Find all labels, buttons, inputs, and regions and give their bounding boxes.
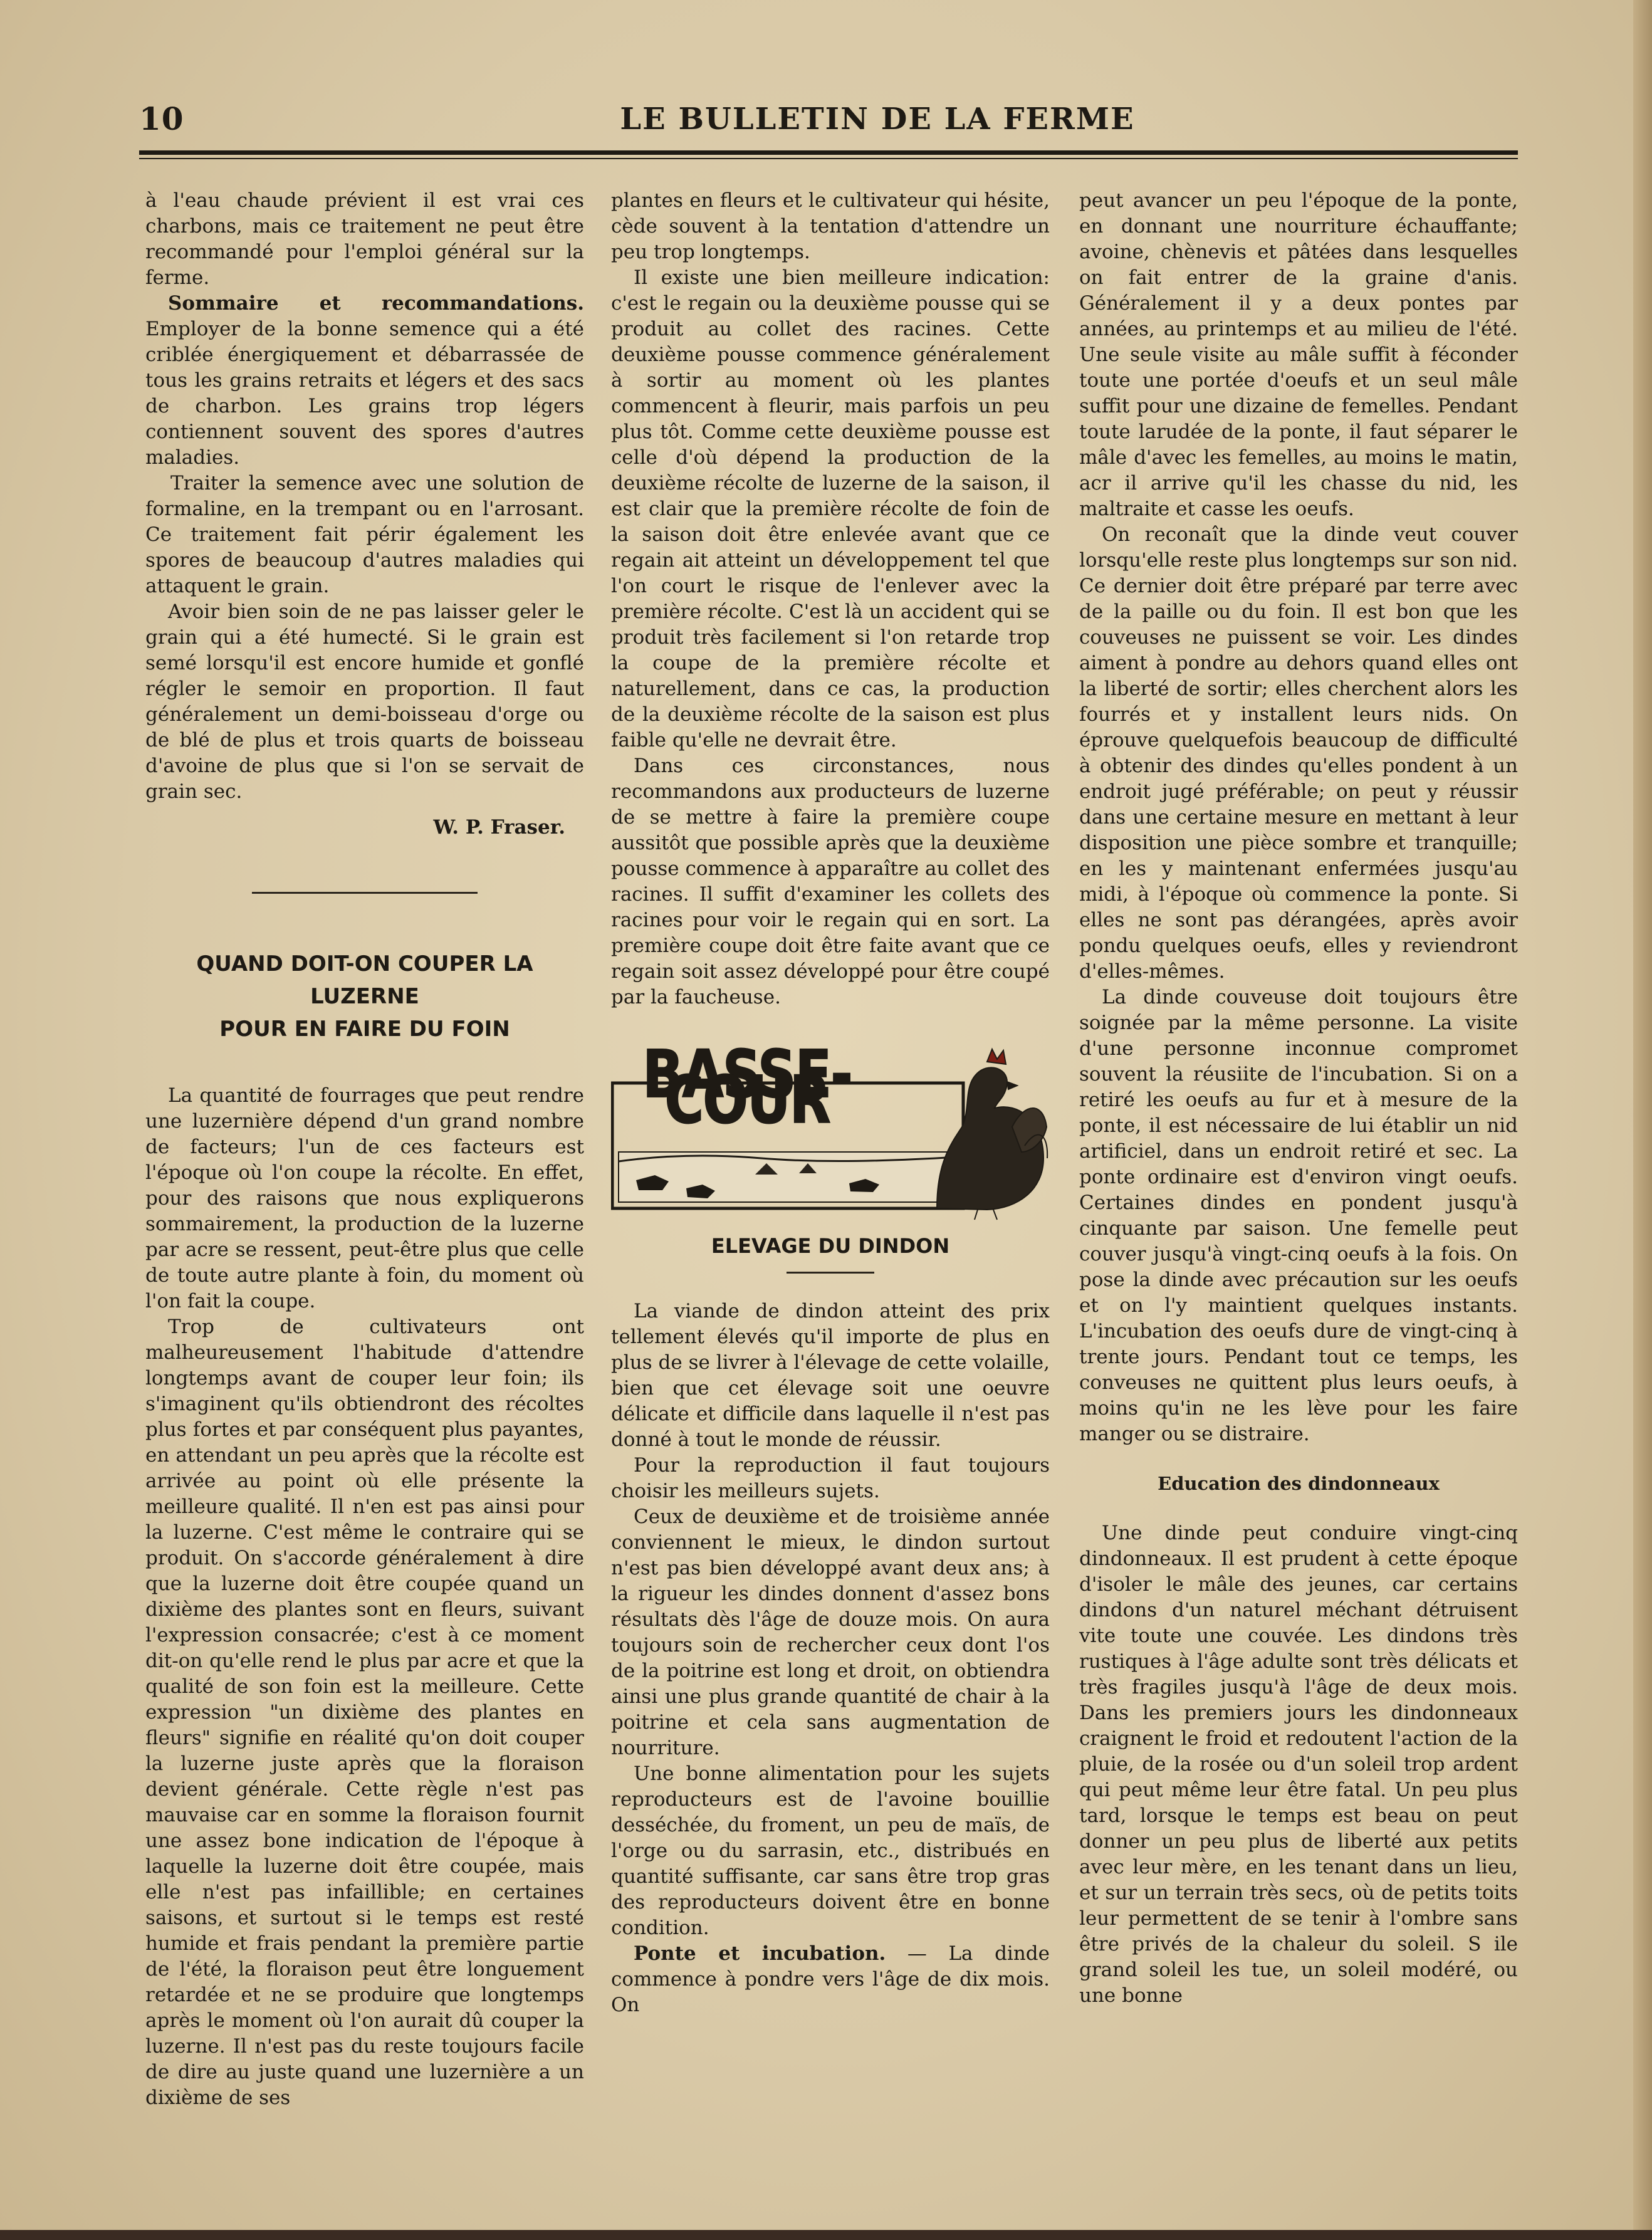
paragraph: Il existe une bien meilleure indication: c'est le regain ou la deuxième pousse qui se produit au collet des racines. Cette deuxième pousse commence généralement à sortir au moment où les plantes commencent à fleurir, mais parfois un peu plus tôt. Comme cette deuxième pousse est celle d'où dépend la production de la deuxième récolte de luzerne de la saison, il est clair que la première récolte de foin de la saison doit être enlevée avant que ce regain ait atteint un développement tel que l'on court le risque de l'enlever avec la première récolte. C'est là un accident qui se produit très facilement si l'on retarde trop la coupe de la première récolte et naturellement, dans ce cas, la production de la deuxième récolte de la saison est plus faible qu'elle ne devrait être. [611,266,1050,751]
article-title-line: POUR EN FAIRE DU FOIN [219,1017,510,1042]
running-title: LE BULLETIN DE LA FERME [620,102,1135,137]
ponte-text: — La dinde commence à pondre vers l'âge de dix mois. On [611,1942,1050,2016]
paragraph: plantes en fleurs et le cultivateur qui hésite, cède souvent à la tentation d'attendre un peu trop longtemps. [611,189,1050,263]
author-signature: W. P. Fraser. [433,816,565,839]
paragraph: Avoir bien soin de ne pas laisser geler le grain qui a été humecté. Si le grain est semé lorsqu'il est encore humide et gonflé régler le semoir en proportion. Il faut généralement un demi-boisseau d'orge ou de blé de plus et trois quarts de boisseau d'avoine de plus que si l'on se servait de grain sec. [145,600,584,803]
paragraph: La dinde couveuse doit toujours être soignée par la même personne. La visite d'une personne inconnue compromet souvent la réusiite de l'incubation. Si on a retiré les oeufs au fur et à mesure de la ponte, il est nécessaire de lui établir un nid artificiel, dans un endroit retiré et sec. La ponte ordinaire est d'environ vingt oeufs. Certaines dindes en pondent jusqu'à cinquante par saison. Une femelle peut couver jusqu'à vingt-cinq oeufs à la fois. On pose la dinde avec précaution sur les oeufs et on l'y maintient quelques instants. L'incubation des oeufs dure de vingt-cinq à trente jours. Pendant tout ce temps, les conveuses ne quittent plus leurs oeufs, à moins qu'in ne les lève pour les faire manger ou se distraire. [1079,986,1518,1445]
paragraph: à l'eau chaude prévient il est vrai ces charbons, mais ce traitement ne peut être recommandé pour l'emploi général sur la ferme. [145,189,584,289]
paragraph: Dans ces circonstances, nous recommandons aux producteurs de luzerne de se mettre à faire la première coupe aussitôt que possible après que la deuxième pousse commence à apparaître au collet des racines. Il suffit d'examiner les collets des racines pour voir le regain qui en sort. La première coupe doit être faite avant que ce regain soit assez développé pour être coupé par la faucheuse. [611,755,1050,1008]
page-edge [1633,0,1652,2240]
article-title-line: QUAND DOIT-ON COUPER LA LUZERNE [196,951,533,1009]
ponte-paragraph [611,1941,1050,2018]
column-1 [145,188,584,2111]
runin-heading: Sommaire et recommandations. [168,292,584,315]
paragraph: Ceux de deuxième et de troisième année conviennent le mieux, le dindon surtout n'est pas bien développé avant deux ans; à la rigueur les dindes donnent d'assez bons résultats dès l'âge de douze mois. On aura toujours soin de rechercher ceux dont l'os de la poitrine est long et droit, on obtiendra ainsi une plus grande quantité de chair à la poitrine et cela sans augmentation de nourriture. [611,1505,1050,1759]
paragraph: Pour la reproduction il faut toujours choisir les meilleurs sujets. [611,1454,1050,1502]
paragraph: La viande de dindon atteint des prix tellement élevés qu'il importe de plus en plus de se livrer à l'élevage de cette volaille, bien que cet élevage soit une oeuvre délicate et difficile dans laquelle il n'est pas donné à tout le monde de réussir. [611,1300,1050,1451]
paragraph: Traiter la semence avec une solution de formaline, en la trempant ou en l'arrosant. Ce traitement fait périr également les spores de beaucoup d'autres maladies qui attaquent le grain. [145,472,584,597]
paragraph: On reconaît que la dinde veut couver lorsqu'elle reste plus longtemps sur son nid. Ce dernier doit être préparé par terre avec de la paille ou du foin. Il est bon que les couveuses ne puissent se voir. Les dindes aiment à pondre au dehors quand elles ont la liberté de sortir; elles cherchent alors les fourrés et y installent leurs nids. On éprouve quelquefois beaucoup de difficulté à obtenir des dindes qu'elles pondent à un endroit jugé préférable; on peut y réussir dans une certaine mesure en mettant à leur disposition une pièce sombre et tranquille; en les y maintenant enfermées jusqu'au midi, à l'époque où commence la ponte. Si elles ne sont pas dérangées, après avoir pondu quelques oeufs, elles y reviendront d'elles-mêmes. [1079,523,1518,983]
summary-paragraph [145,291,584,471]
summary-text: Employer de la bonne semence qui a été criblée énergiquement et débarrassée de tous les grains retraits et légers et des sacs de charbon. Les grains trop légers contiennent souvent des spores d'autres maladies. [145,318,584,469]
article-title [145,948,584,1045]
paragraph: Trop de cultivateurs ont malheureusement l'habitude d'attendre longtemps avant de couper leur foin; ils s'imaginent qu'ils obtiendront des récoltes plus fortes et par conséquent plus payantes, en attendant un peu après que la récolte est arrivée au point où elle présente la meilleure qualité. Il n'en est pas ainsi pour la luzerne. C'est même le contraire qui se produit. On s'accorde généralement à dire que la luzerne doit être coupée quand un dixième des plantes sont en fleurs, suivant l'expression consacrée; c'est à ce moment dit-on qu'elle rend le plus par acre et que la qualité de son foin est la meilleure. Cette expression "un dixième des plantes en fleurs" signifie en réalité qu'on doit couper la luzerne juste après que la floraison devient générale. Cette règle n'est pas mauvaise car en somme la floraison fournit une assez bone indication de l'époque à laquelle la luzerne doit être coupée, mais elle n'est pas infaillible; en certaines saisons, et surtout si le temps est resté humide et frais pendant la première partie de l'été, la floraison peut être longuement retardée et ne se produire que longtemps après le moment où l'on aurait dû couper la luzerne. Il n'est pas du reste toujours facile de dire au juste quand une luzernière a un dixième de ses [145,1316,584,2109]
article-divider [252,892,478,894]
header-rule [139,150,1518,155]
header-rule-thin [139,158,1518,159]
section-divider [787,1272,874,1274]
scan-border [0,2230,1652,2240]
paragraph: Une dinde peut conduire vingt-cinq dindonneaux. Il est prudent à cette époque d'isoler le mâle des jeunes, car certains dindons d'un naturel méchant détruisent vite toute une couvée. Les dindons très rustiques à l'âge adulte sont très délicats et très fragiles jusqu'à l'âge de deux mois. Dans les premiers jours les dindonneaux craignent le froid et redoutent l'action de la pluie, de la rosée ou d'un soleil trop ardent qui peut même leur être fatal. Un peu plus tard, lorsque le temps est beau on peut donner un peu plus de liberté aux petits avec leur mère, en les tenant dans un lieu, et sur un terrain très secs, où de petits toits leur permettent de se tenir à l'ombre sans être privés de la chaleur du soleil. S ile grand soleil les tue, un soleil modéré, ou une bonne [1079,1522,1518,2007]
subsection-title: Education des dindonneaux [1158,1473,1440,1494]
page-number: 10 [139,100,184,137]
basse-cour-banner [611,1033,1050,1221]
paragraph: peut avancer un peu l'époque de la ponte, en donnant une nourriture échauffante; avoine, chènevis et pâtées dans lesquelles on fait entrer de la graine d'anis. Généralement il y a deux pontes par années, au printemps et au milieu de l'été. Une seule visite au mâle suffit à féconder toute une portée d'oeufs et un seul mâle suffit pour une dizaine de femelles. Pendant toute larudée de la ponte, il faut séparer le mâle d'avec les femelles, au moins le matin, acr il arrive qu'il les chasse du nid, les maltraite et casse les oeufs. [1079,189,1518,520]
column-3 [1079,188,1518,2009]
paragraph: Une bonne alimentation pour les sujets reproducteurs est de l'avoine bouillie desséchée, du froment, un peu de maïs, de l'orge ou du sarrasin, etc., distribués en quantité suffisante, car sans être trop gras des reproducteurs doivent être en bonne condition. [611,1762,1050,1939]
section-title: ELEVAGE DU DINDON [711,1234,950,1258]
runin-heading: Ponte et incubation. [634,1942,886,1965]
paragraph: La quantité de fourrages que peut rendre une luzernière dépend d'un grand nombre de facteurs; l'un de ces facteurs est l'époque où l'on coupe la récolte. En effet, pour des raisons que nous expliquerons sommairement, la production de la luzerne par acre se ressent, peut-être plus que celle de toute autre plante à foin, du moment où l'on fait la coupe. [145,1084,584,1312]
column-2 [611,188,1050,2018]
banner-title: BASSE-COUR [642,1036,852,1138]
